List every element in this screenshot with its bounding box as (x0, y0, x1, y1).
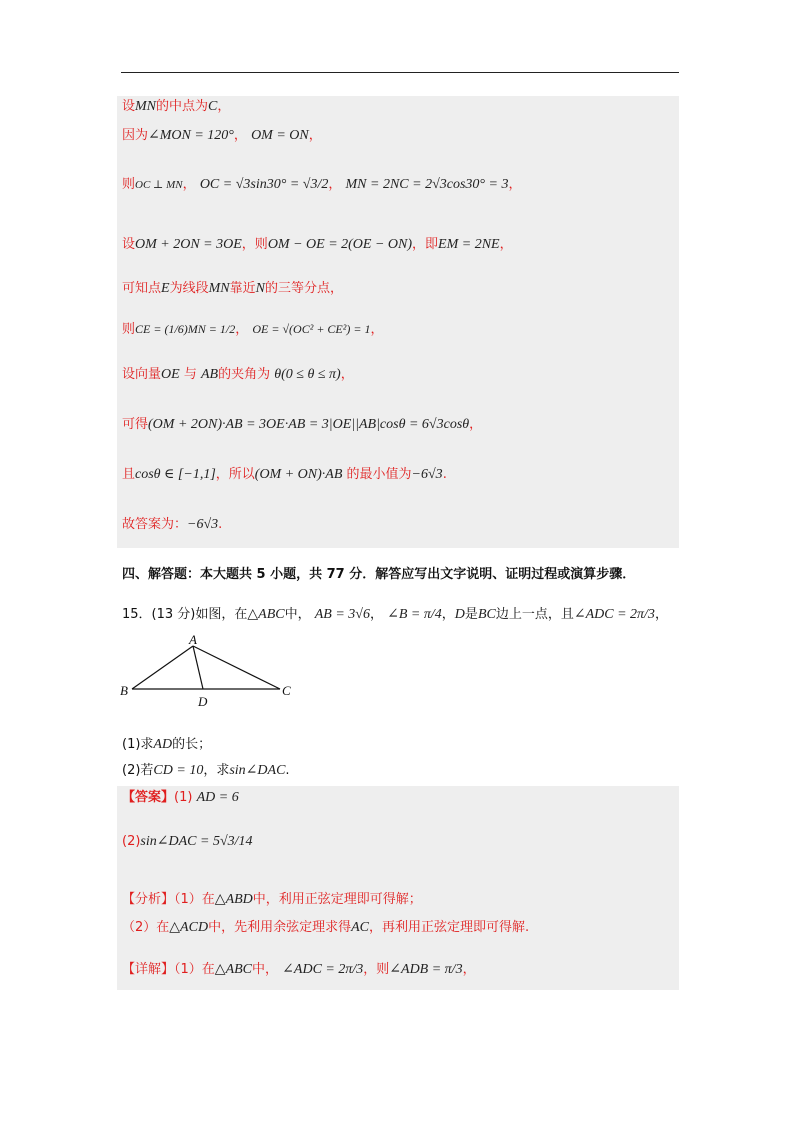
question-1: (1)求AD的长； (122, 737, 212, 752)
segment-ad (193, 646, 203, 689)
analysis-line-1: 【分析】（1）在△ABD中，利用正弦定理即可得解； (122, 892, 422, 907)
label-a: A (189, 632, 197, 647)
answer-line-3: 则OC ⊥ MN， OC = √3sin30° = √3/2， MN = 2NC = 2√3cos30° = 3， (122, 177, 522, 192)
segment-ba (132, 646, 193, 689)
answer-line: 【答案】(1) AD = 6 (122, 790, 239, 805)
section-heading: 四、解答题：本大题共 5 小题，共 77 分．解答应写出文字说明、证明过程或演算步骤． (122, 567, 636, 582)
analysis-line-2: （2）在△ACD中，先利用余弦定理求得AC，再利用正弦定理即可得解. (122, 920, 530, 935)
triangle-figure (118, 632, 298, 712)
solution-block (117, 786, 679, 990)
header-rule (121, 72, 679, 73)
answer-line-1: 设MN的中点为C， (122, 99, 231, 114)
label-c: C (282, 683, 291, 698)
problem-15-statement: 15．(13 分)如图，在△ABC中， AB = 3√6， ∠B = π/4，D是BC边上一点，且∠ADC = 2π/3， (122, 607, 668, 622)
answer-line-10: 故答案为：−6√3. (122, 517, 223, 532)
answer-line-7: 设向量OE 与 AB的夹角为 θ(0 ≤ θ ≤ π)， (122, 367, 354, 382)
answer-line-8: 可得(OM + 2ON)·AB = 3OE·AB = 3|OE||AB|cosθ = 6√3cosθ， (122, 417, 483, 432)
answer-part-2: (2)sin∠DAC = 5√3/14 (122, 834, 253, 849)
segment-ac (193, 646, 280, 689)
answer-line-9: 且cosθ ∈ [−1,1]，所以(OM + ON)·AB 的最小值为−6√3. (122, 467, 447, 482)
detail-line-1: 【详解】（1）在△ABC中， ∠ADC = 2π/3，则∠ADB = π/3， (122, 962, 476, 977)
question-2: (2)若CD = 10，求sin∠DAC. (122, 763, 290, 778)
label-d: D (198, 694, 208, 709)
answer-line-4: 设OM + 2ON = 3OE，则OM − OE = 2(OE − ON)，即EM = 2NE， (122, 237, 513, 252)
answer-line-2: 因为∠MON = 120°， OM = ON， (122, 128, 322, 143)
answer-line-5: 可知点E为线段MN靠近N的三等分点， (122, 281, 343, 296)
label-b: B (120, 683, 128, 698)
answer-line-6: 则CE = (1/6)MN = 1/2， OE = √(OC² + CE²) = 1， (122, 322, 384, 337)
